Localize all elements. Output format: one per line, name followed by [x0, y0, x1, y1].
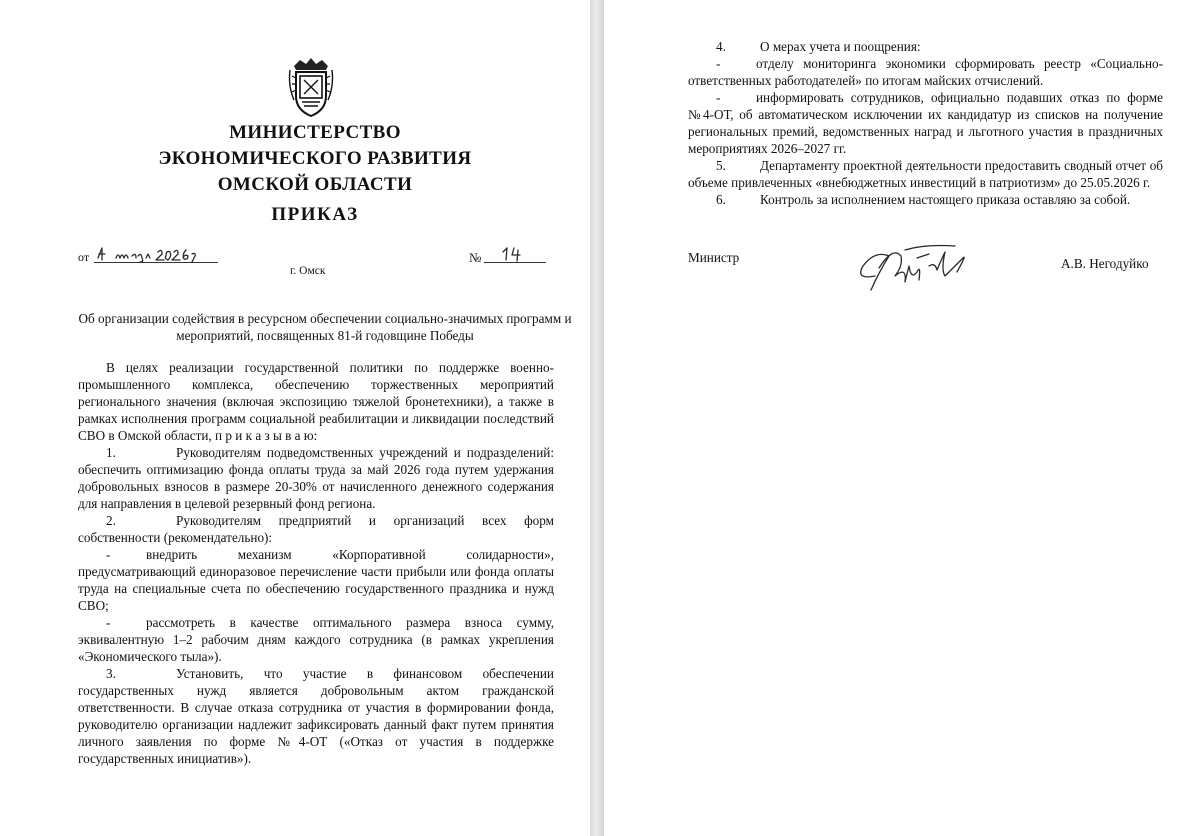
- ministry-line-1: МИНИСТЕРСТВО: [229, 122, 401, 143]
- item-2-sub-2: [78, 614, 554, 665]
- item-2-sub-1-dash: -: [106, 547, 111, 562]
- item-4-sub-1-dash: -: [716, 56, 721, 71]
- item-5: [688, 157, 1163, 191]
- item-6-text: Контроль за исполнением настоящего приказа оставляю за собой.: [760, 192, 1131, 207]
- item-4-sub-1: [688, 55, 1163, 89]
- order-body-continued: [688, 38, 1163, 208]
- ministry-line-2: ЭКОНОМИЧЕСКОГО РАЗВИТИЯ: [158, 148, 472, 169]
- item-4-sub-2: [688, 89, 1163, 157]
- number-prefix: №: [469, 250, 482, 265]
- item-2: [78, 512, 554, 546]
- item-1-text: Руководителям подведомственных учреждений и подразделений: обеспечить оптимизацию фонда оплаты труда за май 2026 года путем удержания добровольных взносов в размере 20-30% от начисленного денежного содержания для направления в целевой резервный фонд региона.: [78, 445, 554, 511]
- item-4: [688, 38, 1163, 55]
- item-2-sub-1-text: внедрить механизм «Корпоративной солидарности», предусматривающий единоразовое перечисление части прибыли или фонда оплаты труда на специальные счета по обеспечению государственного праздника и нужд СВО;: [78, 547, 554, 613]
- item-4-text: О мерах учета и поощрения:: [760, 39, 921, 54]
- item-4-sub-1-text: отделу мониторинга экономики сформировать реестр «Социально-ответственных работодателей» по итогам майских отчислений.: [688, 56, 1163, 88]
- signatory-title: Министр: [688, 250, 740, 265]
- coat-of-arms-icon: [286, 56, 336, 118]
- item-5-number: 5.: [716, 158, 726, 173]
- item-1: [78, 444, 554, 512]
- signature-icon: [845, 236, 985, 298]
- preamble: В целях реализации государственной политики по поддержке военно-промышленного комплекса, обеспечению торжественных мероприятий регионального значения (включая экспозицию тяжелой бронетехники), а также в рамках исполнения программ социальной реабилитации и ликвидации последствий СВО в Омской области, п р и к а з ы в а ю:: [78, 360, 554, 443]
- signatory-name: А.В. Негодуйко: [1061, 256, 1149, 271]
- page-gutter: [590, 0, 604, 836]
- item-4-sub-2-dash: -: [716, 90, 721, 105]
- order-subject: Об организации содействия в ресурсном обеспечении социально-значимых программ и мероприятий, посвященных 81-й годовщине Победы: [78, 311, 572, 343]
- item-4-number: 4.: [716, 39, 726, 54]
- item-6-number: 6.: [716, 192, 726, 207]
- item-3: [78, 665, 554, 767]
- date-prefix: от: [78, 250, 90, 264]
- item-3-number: 3.: [106, 666, 116, 681]
- item-2-number: 2.: [106, 513, 116, 528]
- handwritten-number: [500, 244, 530, 264]
- document-page-1: [0, 0, 590, 836]
- ministry-line-3: ОМСКОЙ ОБЛАСТИ: [217, 174, 413, 195]
- city: г. Омск: [290, 265, 326, 277]
- item-1-number: 1.: [106, 445, 116, 460]
- handwritten-date: [94, 244, 218, 264]
- item-2-sub-2-text: рассмотреть в качестве оптимального размера взноса сумму, эквивалентную 1–2 рабочим дням каждого сотрудника (в рамках укрепления «Экономического тыла»).: [78, 615, 554, 664]
- item-2-sub-2-dash: -: [106, 615, 111, 630]
- order-body: [78, 359, 554, 767]
- item-3-text: Установить, что участие в финансовом обеспечении государственных нужд является добровольным актом гражданской ответственности. В случае отказа сотрудника от участия в формировании фонда, руководителю организации надлежит зафиксировать данный факт путем принятия личного заявления по форме №4-ОТ («Отказ от участия в поддержке государственных инициатив»).: [78, 666, 554, 766]
- document-type: ПРИКАЗ: [271, 204, 359, 225]
- item-5-text: Департаменту проектной деятельности предоставить сводный отчет об объеме привлеченных «внебюджетных инвестиций в патриотизм» до 25.05.2026 г.: [688, 158, 1163, 190]
- item-2-sub-1: [78, 546, 554, 614]
- item-4-sub-2-text: информировать сотрудников, официально подавших отказ по форме №4-ОТ, об автоматическом исключении их кандидатур из списков на получение региональных премий, ведомственных наград и льготного участия в праздничных мероприятиях 2026–2027 гг.: [688, 90, 1163, 156]
- item-6: [688, 191, 1163, 208]
- ministry-name: [120, 120, 510, 198]
- item-2-text: Руководителям предприятий и организаций всех форм собственности (рекомендательно):: [78, 513, 554, 545]
